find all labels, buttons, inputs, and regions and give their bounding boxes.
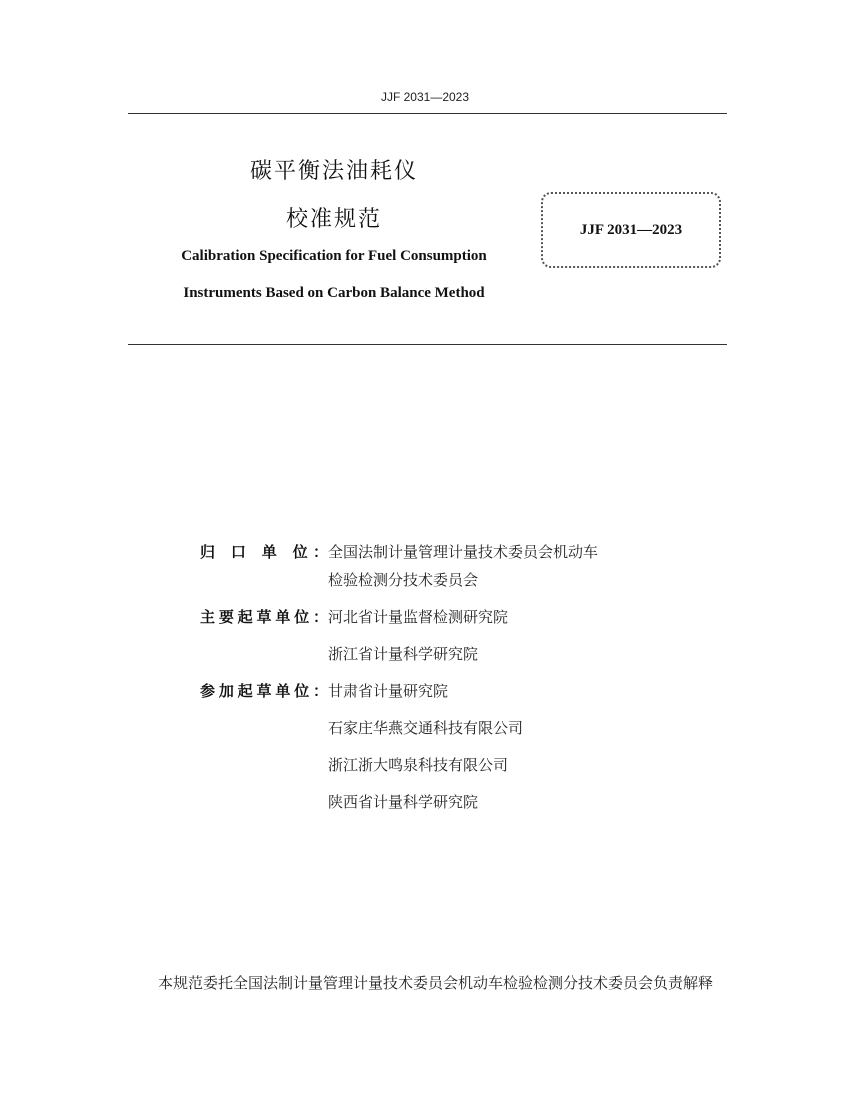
standard-code-label: JJF 2031—2023 — [579, 221, 683, 238]
header-standard-code: JJF 2031—2023 — [380, 90, 470, 104]
standard-code-box — [541, 192, 721, 268]
title-english-line-2: Instruments Based on Carbon Balance Method — [183, 285, 485, 301]
participating-unit-row — [200, 677, 720, 816]
title-chinese-line-2: 校准规范 — [285, 207, 382, 232]
main-drafting-unit-row — [200, 603, 720, 668]
main-drafting-unit-label: 主要起草单位： — [200, 608, 328, 626]
participating-unit-label: 参加起草单位： — [200, 682, 328, 700]
responsible-unit-label: 归 口 单 位： — [200, 543, 328, 561]
title-rule — [128, 344, 727, 345]
title-english-line-1: Calibration Specification for Fuel Consumption — [181, 248, 487, 264]
drafting-units — [200, 538, 720, 816]
title-chinese-line-1: 碳平衡法油耗仪 — [249, 159, 418, 184]
responsible-unit-row — [200, 538, 720, 594]
participating-unit-line: 陕西省计量科学研究院 — [328, 793, 479, 811]
responsible-unit-line: 检验检测分技术委员会 — [328, 571, 479, 589]
participating-unit-line: 浙江浙大鸣泉科技有限公司 — [328, 756, 509, 774]
responsible-unit-line: 全国法制计量管理计量技术委员会机动车 — [328, 543, 599, 561]
main-drafting-unit-line: 浙江省计量科学研究院 — [328, 645, 479, 663]
interpretation-note: 本规范委托全国法制计量管理计量技术委员会机动车检验检测分技术委员会负责解释 — [158, 974, 714, 992]
participating-unit-line: 石家庄华燕交通科技有限公司 — [328, 719, 524, 737]
participating-unit-line: 甘肃省计量研究院 — [328, 682, 449, 700]
header-rule — [128, 113, 727, 114]
main-drafting-unit-line: 河北省计量监督检测研究院 — [328, 608, 509, 626]
